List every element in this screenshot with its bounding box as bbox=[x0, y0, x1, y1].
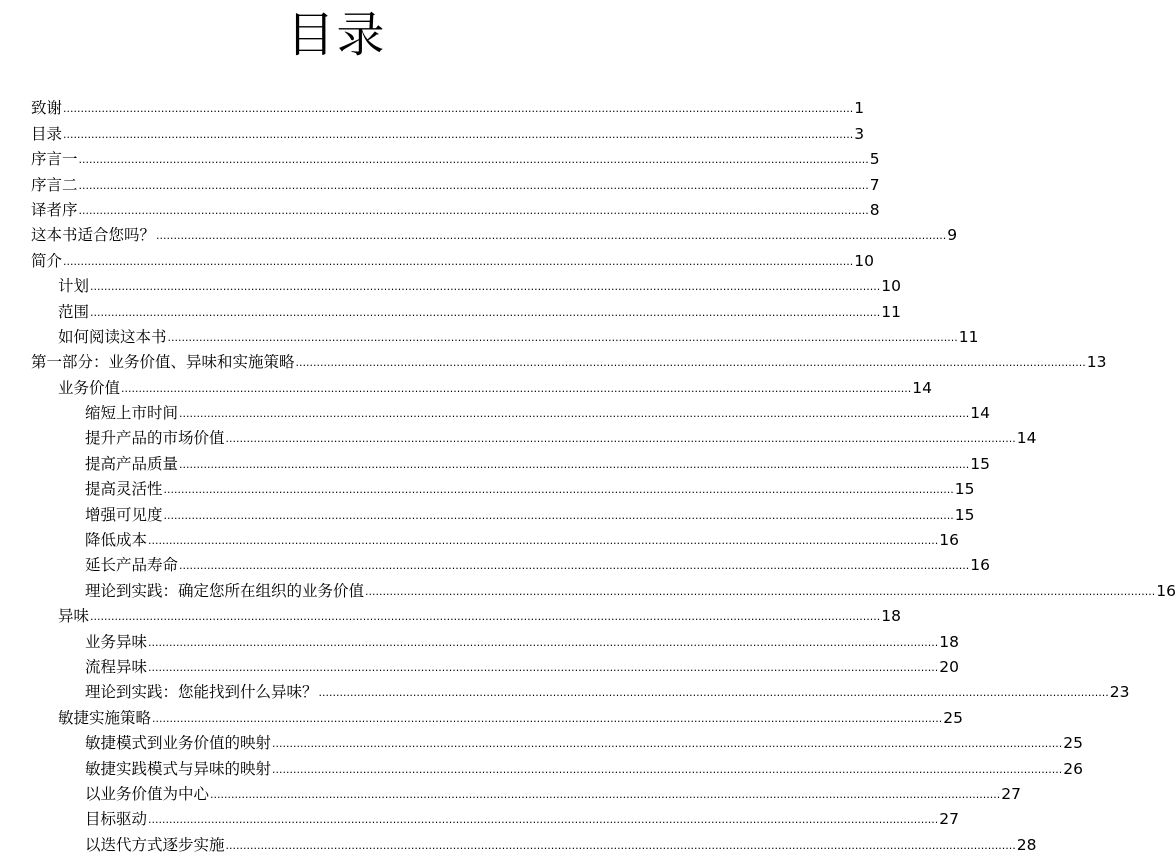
toc-entry[interactable] bbox=[31, 423, 1037, 448]
toc-entry-title: 降低成本 bbox=[85, 531, 148, 550]
toc-entry-title: 异味 bbox=[58, 607, 90, 626]
toc-entry[interactable] bbox=[31, 575, 1176, 600]
toc-page-number: 28 bbox=[1016, 835, 1037, 854]
toc-page-number: 3 bbox=[854, 124, 865, 143]
toc-entry[interactable] bbox=[31, 677, 1130, 702]
toc-dot-leader: .................................................................................................................................................................................................................................. bbox=[272, 762, 1063, 776]
toc-dot-leader: .................................................................................................................................................................................................................................. bbox=[156, 229, 947, 243]
toc-dot-leader: .................................................................................................................................................................................................................................. bbox=[179, 559, 970, 573]
toc-page-number: 9 bbox=[947, 226, 958, 245]
toc-page-number: 16 bbox=[1156, 581, 1176, 600]
toc-entry-title: 第一部分：业务价值、异味和实施策略 bbox=[31, 353, 295, 372]
toc-entry[interactable] bbox=[31, 118, 865, 143]
toc-page-number: 8 bbox=[869, 200, 880, 219]
toc-dot-leader: .................................................................................................................................................................................................................................. bbox=[318, 686, 1109, 700]
toc-page-number: 11 bbox=[881, 302, 901, 321]
toc-page-number: 18 bbox=[939, 632, 959, 651]
toc-entry-title: 敏捷模式到业务价值的映射 bbox=[85, 734, 272, 753]
toc-page-number: 15 bbox=[970, 454, 990, 473]
toc-entry-title: 这本书适合您吗？ bbox=[31, 226, 156, 245]
toc-entry-title: 流程异味 bbox=[85, 657, 148, 676]
toc-entry-title: 理论到实践：确定您所在组织的业务价值 bbox=[85, 581, 365, 600]
toc-page-number: 7 bbox=[869, 175, 880, 194]
toc-dot-leader: .................................................................................................................................................................................................................................. bbox=[78, 203, 869, 217]
table-of-contents bbox=[31, 93, 1176, 855]
toc-entry-title: 以业务价值为中心 bbox=[85, 784, 210, 803]
toc-entry[interactable] bbox=[31, 550, 990, 575]
toc-dot-leader: .................................................................................................................................................................................................................................. bbox=[210, 787, 1001, 801]
toc-dot-leader: .................................................................................................................................................................................................................................. bbox=[78, 153, 869, 167]
toc-entry[interactable] bbox=[31, 195, 880, 220]
toc-entry-title: 如何阅读这本书 bbox=[58, 327, 167, 346]
toc-dot-leader: .................................................................................................................................................................................................................................. bbox=[63, 254, 854, 268]
toc-dot-leader: .................................................................................................................................................................................................................................. bbox=[152, 711, 943, 725]
toc-entry[interactable] bbox=[31, 702, 963, 727]
toc-entry-title: 延长产品寿命 bbox=[85, 556, 179, 575]
toc-dot-leader: .................................................................................................................................................................................................................................. bbox=[225, 432, 1016, 446]
toc-dot-leader: .................................................................................................................................................................................................................................. bbox=[148, 635, 939, 649]
toc-page-number: 14 bbox=[1016, 429, 1037, 448]
toc-entry[interactable] bbox=[31, 829, 1037, 854]
toc-page-number: 16 bbox=[939, 531, 959, 550]
toc-entry-title: 增强可见度 bbox=[85, 505, 163, 524]
toc-entry[interactable] bbox=[31, 804, 959, 829]
toc-entry-title: 敏捷实施策略 bbox=[58, 708, 152, 727]
toc-page-number: 14 bbox=[970, 404, 990, 423]
toc-page-number: 5 bbox=[869, 150, 880, 169]
toc-entry-title: 序言二 bbox=[31, 175, 78, 194]
toc-entry[interactable] bbox=[31, 144, 880, 169]
toc-entry-title: 范围 bbox=[58, 302, 90, 321]
toc-entry[interactable] bbox=[31, 474, 975, 499]
toc-entry[interactable] bbox=[31, 245, 874, 270]
toc-entry[interactable] bbox=[31, 601, 901, 626]
toc-dot-leader: .................................................................................................................................................................................................................................. bbox=[225, 838, 1016, 852]
toc-entry[interactable] bbox=[31, 525, 959, 550]
toc-entry-title: 缩短上市时间 bbox=[85, 404, 179, 423]
toc-entry-title: 致谢 bbox=[31, 99, 63, 118]
toc-dot-leader: .................................................................................................................................................................................................................................. bbox=[78, 178, 869, 192]
toc-entry-title: 提高产品质量 bbox=[85, 454, 179, 473]
toc-entry-title: 业务异味 bbox=[85, 632, 148, 651]
toc-entry-title: 序言一 bbox=[31, 150, 78, 169]
toc-entry-title: 提升产品的市场价值 bbox=[85, 429, 225, 448]
toc-entry-title: 提高灵活性 bbox=[85, 480, 163, 499]
toc-dot-leader: .................................................................................................................................................................................................................................. bbox=[63, 127, 854, 141]
toc-entry-title: 简介 bbox=[31, 251, 63, 270]
toc-entry-title: 敏捷实践模式与异味的映射 bbox=[85, 759, 272, 778]
toc-page-number: 20 bbox=[939, 657, 959, 676]
toc-page-number: 10 bbox=[881, 277, 901, 296]
toc-page-number: 27 bbox=[939, 810, 959, 829]
toc-entry-title: 目录 bbox=[31, 124, 63, 143]
toc-page-number: 10 bbox=[854, 251, 874, 270]
toc-entry-title: 目标驱动 bbox=[85, 810, 148, 829]
toc-entry[interactable] bbox=[31, 652, 959, 677]
toc-page-number: 11 bbox=[958, 327, 979, 346]
toc-entry-title: 业务价值 bbox=[58, 378, 121, 397]
toc-entry[interactable] bbox=[31, 220, 958, 245]
toc-dot-leader: .................................................................................................................................................................................................................................. bbox=[121, 381, 912, 395]
toc-page-number: 14 bbox=[912, 378, 932, 397]
toc-entry[interactable] bbox=[31, 169, 880, 194]
toc-page-number: 16 bbox=[970, 556, 990, 575]
toc-entry[interactable] bbox=[31, 499, 975, 524]
toc-dot-leader: .................................................................................................................................................................................................................................. bbox=[148, 660, 939, 674]
toc-page-number: 23 bbox=[1109, 683, 1130, 702]
page-title: 目录 bbox=[286, 7, 387, 63]
toc-entry[interactable] bbox=[31, 753, 1083, 778]
toc-dot-leader: .................................................................................................................................................................................................................................. bbox=[365, 584, 1156, 598]
toc-entry[interactable] bbox=[31, 322, 979, 347]
toc-entry[interactable] bbox=[31, 372, 932, 397]
toc-page-number: 15 bbox=[954, 505, 975, 524]
toc-page-number: 1 bbox=[854, 99, 865, 118]
toc-dot-leader: .................................................................................................................................................................................................................................. bbox=[90, 305, 881, 319]
toc-dot-leader: .................................................................................................................................................................................................................................. bbox=[167, 330, 958, 344]
toc-dot-leader: .................................................................................................................................................................................................................................. bbox=[163, 508, 954, 522]
toc-entry[interactable] bbox=[31, 626, 959, 651]
toc-entry-title: 以迭代方式逐步实施 bbox=[85, 835, 225, 854]
toc-page-number: 26 bbox=[1063, 759, 1083, 778]
toc-page-number: 25 bbox=[943, 708, 963, 727]
toc-entry[interactable] bbox=[31, 296, 901, 321]
toc-entry-title: 译者序 bbox=[31, 200, 78, 219]
toc-entry[interactable] bbox=[31, 728, 1083, 753]
toc-entry-title: 理论到实践：您能找到什么异味？ bbox=[85, 683, 318, 702]
toc-entry[interactable] bbox=[31, 398, 990, 423]
toc-page-number: 13 bbox=[1086, 353, 1107, 372]
toc-page-number: 27 bbox=[1001, 784, 1021, 803]
toc-entry[interactable] bbox=[31, 271, 901, 296]
toc-entry[interactable] bbox=[31, 93, 865, 118]
toc-dot-leader: .................................................................................................................................................................................................................................. bbox=[272, 737, 1063, 751]
toc-entry[interactable] bbox=[31, 347, 1107, 372]
toc-dot-leader: .................................................................................................................................................................................................................................. bbox=[148, 813, 939, 827]
toc-dot-leader: .................................................................................................................................................................................................................................. bbox=[179, 457, 970, 471]
toc-dot-leader: .................................................................................................................................................................................................................................. bbox=[63, 102, 854, 116]
toc-dot-leader: .................................................................................................................................................................................................................................. bbox=[179, 407, 970, 421]
toc-entry-title: 计划 bbox=[58, 277, 90, 296]
toc-page-number: 15 bbox=[954, 480, 975, 499]
toc-dot-leader: .................................................................................................................................................................................................................................. bbox=[90, 280, 881, 294]
toc-dot-leader: .................................................................................................................................................................................................................................. bbox=[148, 534, 939, 548]
toc-dot-leader: .................................................................................................................................................................................................................................. bbox=[295, 356, 1086, 370]
toc-page-number: 18 bbox=[881, 607, 901, 626]
toc-dot-leader: .................................................................................................................................................................................................................................. bbox=[163, 483, 954, 497]
toc-entry[interactable] bbox=[31, 448, 990, 473]
toc-entry[interactable] bbox=[31, 779, 1021, 804]
toc-dot-leader: .................................................................................................................................................................................................................................. bbox=[90, 610, 881, 624]
toc-page-number: 25 bbox=[1063, 734, 1083, 753]
